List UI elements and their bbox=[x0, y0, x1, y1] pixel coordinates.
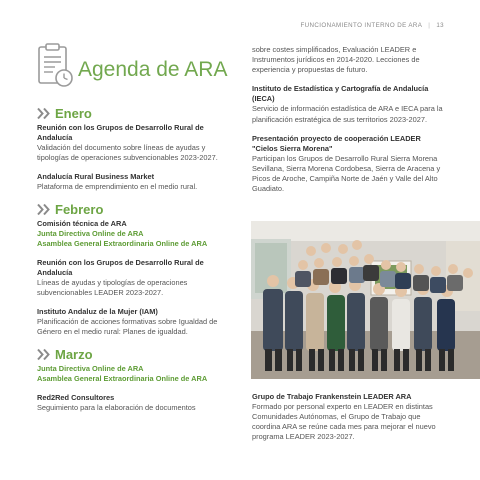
caption-title: Grupo de Trabajo Frankenstein LEADER ARA bbox=[252, 392, 412, 401]
entry-description: Líneas de ayudas y tipologías de operaciones subvencionables LEADER 2023-2027. bbox=[37, 278, 188, 298]
entry-title: Instituto de Estadística y Cartografía de Andalucía (IECA) bbox=[252, 84, 429, 104]
entry-title: Andalucía Rural Business Market bbox=[37, 172, 155, 182]
clipboard-clock-icon bbox=[37, 41, 75, 89]
entry-title: Instituto Andaluz de la Mujer (IAM) bbox=[37, 307, 158, 317]
page-number: 13 bbox=[436, 22, 444, 29]
entry-title: Red2Red Consultores bbox=[37, 392, 115, 402]
agenda-entry bbox=[37, 172, 237, 192]
entry-highlight: Asamblea General Extraordinaria Online de ARA bbox=[37, 238, 208, 248]
entry-description: Seguimiento para la elaboración de documentos bbox=[37, 402, 196, 412]
group-photo bbox=[251, 221, 480, 379]
agenda-entry bbox=[37, 393, 237, 413]
photo-caption bbox=[252, 392, 448, 442]
entry-description: sobre costes simplificados, Evaluación LEADER e Instrumentos jurídicos en 2014-2020. Lecciones de experiencia y propuestas de futuro. bbox=[252, 45, 420, 75]
title-row bbox=[37, 38, 237, 100]
entry-title: Reunión con los Grupos de Desarrollo Rural de Andalucía bbox=[37, 257, 204, 277]
entry-description: Plataforma de emprendimiento en el medio rural. bbox=[37, 182, 198, 192]
page-title: Agenda de ARA bbox=[78, 58, 228, 81]
month-heading-febrero bbox=[37, 202, 237, 217]
agenda-entry bbox=[252, 45, 448, 75]
double-chevron-icon bbox=[37, 203, 52, 216]
entry-description: Planificación de acciones formativas sobre Igualdad de Género en el medio rural: Planes de igualdad. bbox=[37, 317, 218, 337]
header-separator: | bbox=[428, 22, 431, 29]
entry-title: Presentación proyecto de cooperación LEADER "Cielos Sierra Morena" bbox=[252, 133, 421, 153]
section-label: FUNCIONAMIENTO INTERNO DE ARA bbox=[300, 22, 423, 29]
left-column bbox=[37, 38, 237, 422]
entry-highlight: Junta Directiva Online de ARA bbox=[37, 363, 144, 373]
agenda-entry bbox=[37, 307, 237, 337]
agenda-entry bbox=[37, 364, 237, 384]
entry-highlight: Asamblea General Extraordinaria Online de ARA bbox=[37, 373, 208, 383]
double-chevron-icon bbox=[37, 107, 52, 120]
entry-description: Servicio de información estadística de ARA e IECA para la planificación estratégica de sus territorios 2023-2027. bbox=[252, 104, 443, 124]
double-chevron-icon bbox=[37, 348, 52, 361]
month-name: Marzo bbox=[55, 346, 93, 362]
agenda-entry bbox=[252, 84, 448, 124]
month-heading-marzo bbox=[37, 347, 237, 362]
page-header bbox=[300, 22, 444, 29]
agenda-entry bbox=[252, 134, 448, 195]
entry-description: Participan los Grupos de Desarrollo Rural Sierra Morena Sevillana, Sierra Morena Cordobesa, Sierra de Aracena y Picos de Aroche, Campiña Norte de Jaén y Valle del Alto Guadiato. bbox=[252, 153, 441, 194]
entry-title: Reunión con los Grupos de Desarrollo Rural de Andalucía bbox=[37, 123, 204, 143]
agenda-entry bbox=[37, 219, 237, 249]
month-heading-enero bbox=[37, 106, 237, 121]
right-column bbox=[252, 45, 448, 203]
agenda-entry bbox=[37, 123, 237, 163]
entry-description: Validación del documento sobre líneas de ayudas y tipologías de operaciones subvencionables 2023-2027. bbox=[37, 143, 218, 163]
entry-title: Comisión técnica de ARA bbox=[37, 218, 127, 228]
agenda-entry bbox=[37, 258, 237, 298]
month-name: Enero bbox=[55, 106, 92, 121]
entry-highlight: Junta Directiva Online de ARA bbox=[37, 228, 144, 238]
group-photo-illustration bbox=[251, 221, 480, 379]
month-name: Febrero bbox=[55, 201, 104, 217]
caption-description: Formado por personal experto en LEADER en distintas Comunidades Autónomas, el Grupo de Trabajo que coordina ARA se reúne cada mes para mejorar el nuevo programa LEADER 2023-2027. bbox=[252, 402, 436, 442]
